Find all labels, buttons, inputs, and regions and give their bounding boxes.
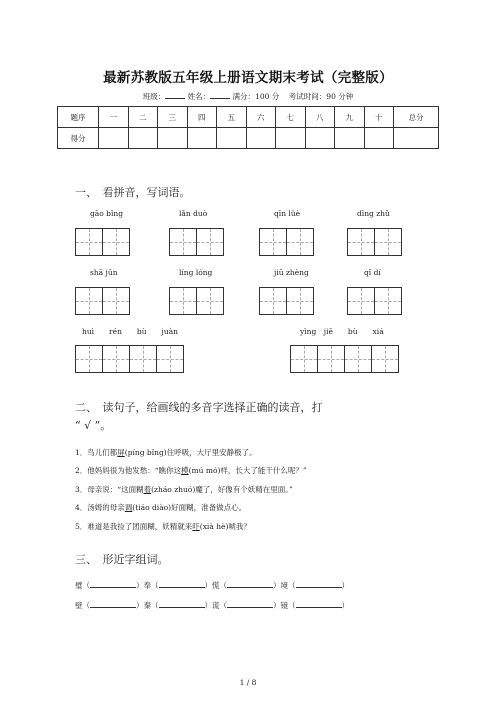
- score-label: 满分：100 分: [232, 92, 280, 101]
- sentence-text: (xià hè)唬我？: [199, 522, 251, 531]
- writing-grid[interactable]: [169, 287, 224, 315]
- table-cell: 七: [276, 107, 306, 128]
- table-cell: 三: [158, 107, 188, 128]
- writing-grid[interactable]: [259, 287, 314, 315]
- table-cell: 得分: [58, 128, 99, 149]
- pinyin-label: lǎn duò: [179, 209, 208, 218]
- table-cell[interactable]: [364, 128, 394, 149]
- table-cell: 五: [217, 107, 247, 128]
- pinyin-label: shā jūn: [90, 268, 118, 277]
- answer-blank[interactable]: [296, 600, 342, 608]
- writing-grid[interactable]: [75, 287, 130, 315]
- sentence-text: (mú mó)样，长大了能干什么呢？”: [188, 466, 307, 475]
- table-cell[interactable]: [246, 128, 276, 149]
- name-blank: [210, 91, 230, 99]
- sentence-text: (píng bǐng)住呼吸，大厅里安静极了。: [124, 448, 257, 457]
- char-label: ）奉（: [136, 581, 159, 590]
- answer-blank[interactable]: [296, 580, 342, 588]
- char-label: ）镜（: [273, 601, 296, 610]
- table-cell[interactable]: [99, 128, 129, 149]
- table-cell[interactable]: [335, 128, 365, 149]
- writing-grid[interactable]: [347, 228, 402, 256]
- char-label: ）秦（: [136, 601, 159, 610]
- underlined-char: 吓: [192, 522, 200, 531]
- writing-grid[interactable]: [169, 228, 224, 256]
- time-label: 考试时间：90 分钟: [288, 92, 354, 101]
- sentence-5[interactable]: [75, 521, 251, 532]
- underlined-char: 模: [181, 466, 189, 475]
- sentence-text: 5．难道是我捡了团面糊，妖精就来: [75, 522, 193, 531]
- section-2-heading: 二、 读句子，给画线的多音字选择正确的读音，打: [75, 401, 323, 414]
- table-cell: 题序: [58, 107, 99, 128]
- name-label: 姓名：: [187, 92, 211, 101]
- answer-blank[interactable]: [90, 580, 136, 588]
- writing-grid[interactable]: [259, 228, 314, 256]
- char-label: ）: [341, 601, 349, 610]
- table-cell[interactable]: [187, 128, 217, 149]
- pinyin-label: qǐ dí: [364, 268, 381, 277]
- pinyin-label: gāo bǐng: [90, 209, 124, 218]
- sentence-text: 4．汤姆的母亲: [75, 503, 125, 512]
- underlined-char: 屏: [117, 448, 125, 457]
- writing-grid[interactable]: [290, 345, 399, 373]
- page-number: 1 / 8: [239, 678, 257, 687]
- class-label: 班级：: [142, 92, 166, 101]
- char-row: [75, 600, 349, 611]
- exam-info: [0, 91, 496, 102]
- table-cell[interactable]: [276, 128, 306, 149]
- sentence-4[interactable]: [75, 502, 246, 513]
- table-cell: 八: [305, 107, 335, 128]
- writing-grid[interactable]: [347, 287, 402, 315]
- score-table-header-row: [58, 107, 439, 128]
- char-row: [75, 580, 349, 591]
- pinyin-label: jiū zhèng: [274, 268, 309, 277]
- answer-blank[interactable]: [159, 600, 205, 608]
- table-cell[interactable]: [128, 128, 158, 149]
- table-cell[interactable]: [217, 128, 247, 149]
- sentence-1[interactable]: [75, 447, 257, 458]
- sentence-3[interactable]: [75, 484, 293, 495]
- sentence-text: 1．鸟儿们都: [75, 448, 118, 457]
- score-table-score-row: [58, 128, 439, 149]
- class-blank: [165, 91, 185, 99]
- table-cell[interactable]: [394, 128, 439, 149]
- pinyin-label: qīn lüè: [274, 209, 301, 218]
- char-label: ）谎（: [204, 601, 227, 610]
- writing-grid[interactable]: [75, 228, 130, 256]
- table-cell: 一: [99, 107, 129, 128]
- answer-blank[interactable]: [159, 580, 205, 588]
- table-cell: 总分: [394, 107, 439, 128]
- table-cell[interactable]: [305, 128, 335, 149]
- sentence-text: 2．他妈妈很为他发愁：“瞧你这: [75, 466, 182, 475]
- char-label: 璧（: [75, 581, 90, 590]
- char-label: ）慌（: [204, 581, 227, 590]
- sentence-text: (tiáo diào)好面糊，准备做点心。: [132, 503, 247, 512]
- sentence-text: (zháo zhuó)魔了，好像有个妖精在里面。”: [151, 485, 293, 494]
- table-cell: 四: [187, 107, 217, 128]
- pinyin-label: yìng jiē bù xiá: [300, 327, 384, 336]
- char-label: ）境（: [273, 581, 296, 590]
- answer-blank[interactable]: [227, 600, 273, 608]
- score-table: [57, 106, 439, 149]
- answer-blank[interactable]: [227, 580, 273, 588]
- section-2-heading-cont: “ √ ”。: [75, 419, 112, 432]
- table-cell: 二: [128, 107, 158, 128]
- table-cell: 九: [335, 107, 365, 128]
- char-label: 壁（: [75, 601, 90, 610]
- table-cell: 六: [246, 107, 276, 128]
- underlined-char: 着: [143, 485, 152, 494]
- table-cell: 十: [364, 107, 394, 128]
- char-label: ）: [341, 581, 349, 590]
- table-cell[interactable]: [158, 128, 188, 149]
- page-title: 最新苏教版五年级上册语文期末考试（完整版）: [103, 70, 393, 86]
- underlined-char: 调: [124, 503, 133, 512]
- pinyin-label: dīng zhǔ: [357, 209, 390, 218]
- section-3-heading: 三、 形近字组词。: [75, 553, 169, 566]
- sentence-text: 3．母亲说：“这面糊: [75, 485, 144, 494]
- sentence-2[interactable]: [75, 465, 307, 476]
- pinyin-label: huì rén bù juàn: [82, 327, 179, 336]
- answer-blank[interactable]: [90, 600, 136, 608]
- writing-grid[interactable]: [75, 345, 184, 373]
- pinyin-label: líng lóng: [179, 268, 213, 277]
- section-1-heading: 一、 看拼音，写词语。: [75, 186, 191, 199]
